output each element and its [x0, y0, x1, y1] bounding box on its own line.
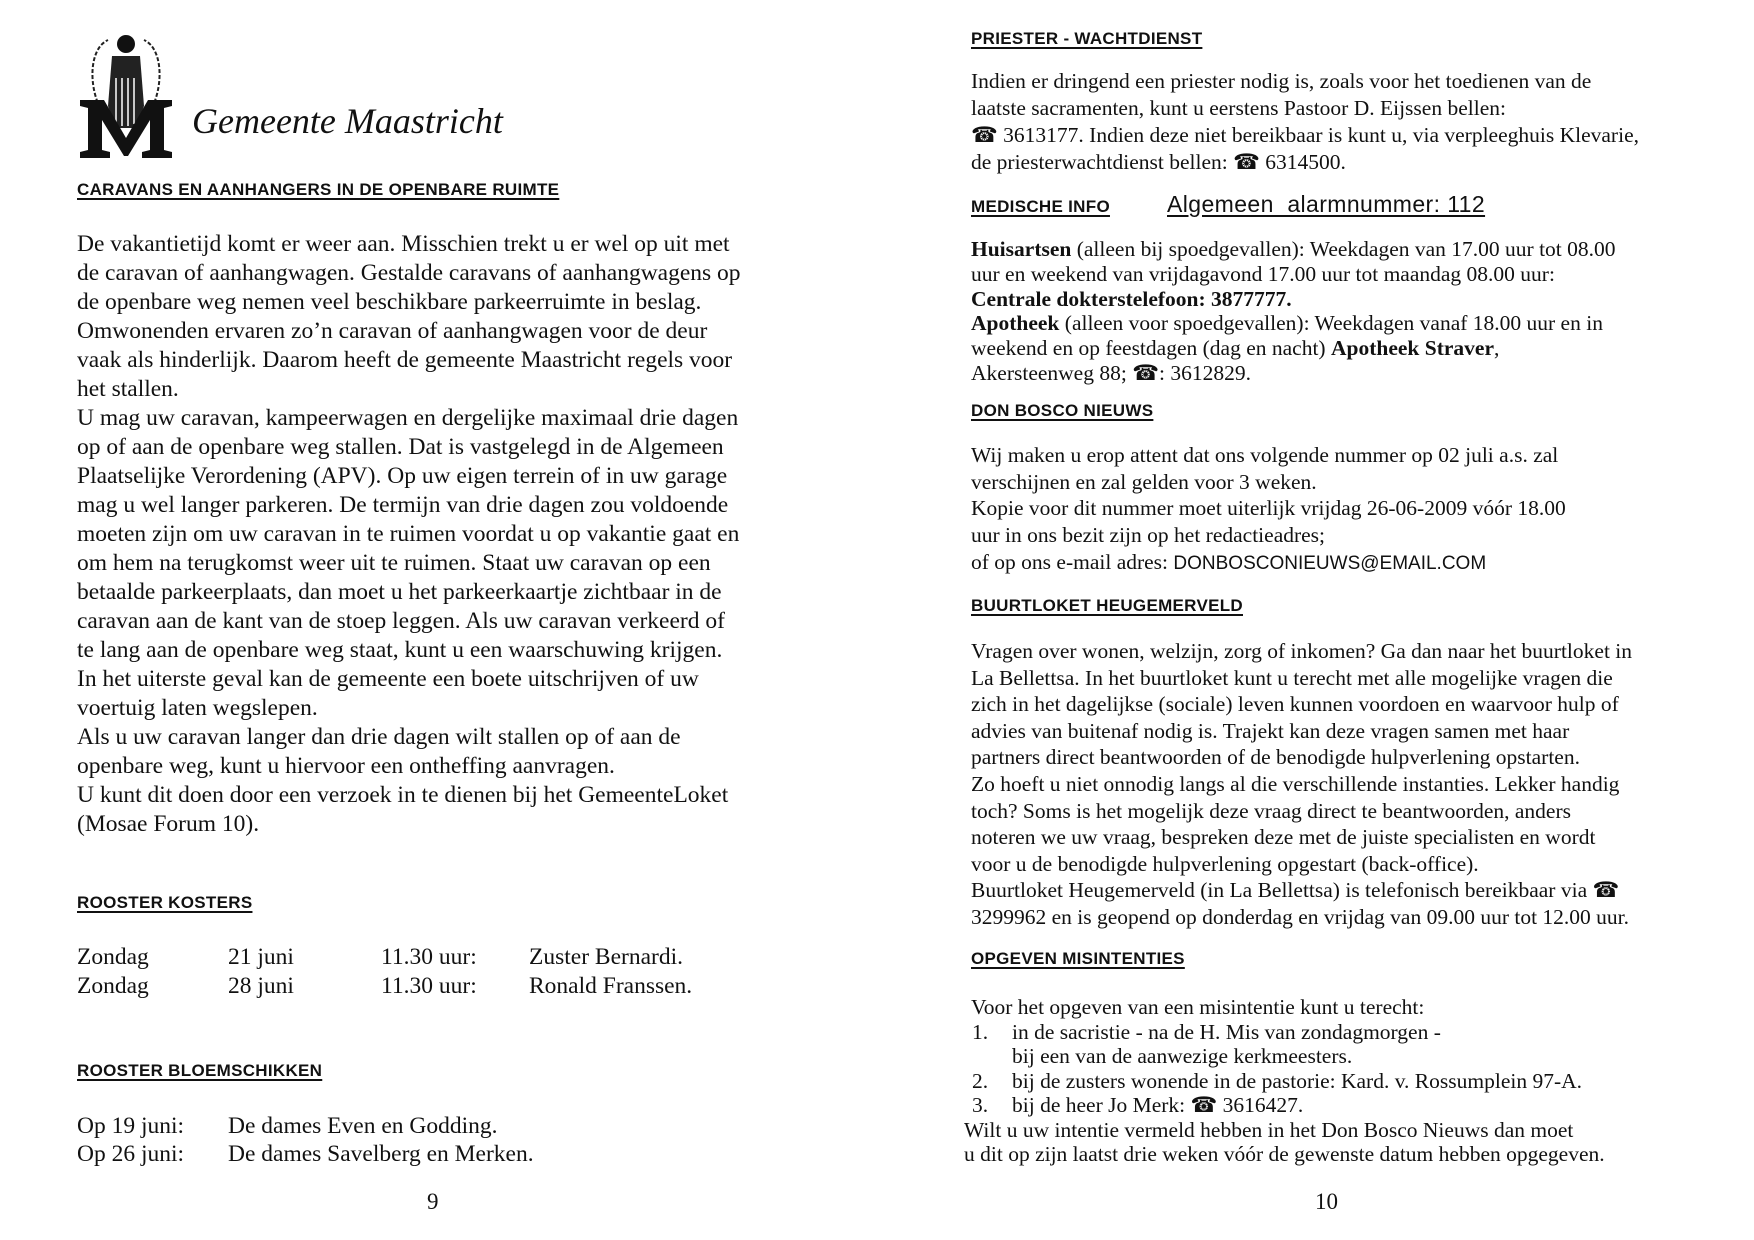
text-line: (Mosae Forum 10).: [77, 811, 260, 837]
text-line: op of aan de openbare weg stallen. Dat is vastgelegd in de Algemeen: [77, 434, 724, 460]
misintenties-body: [964, 995, 1724, 1167]
text-line: [971, 311, 1616, 336]
text-line: [971, 361, 1616, 386]
text-line: U kunt dit doen door een verzoek in te dienen bij het GemeenteLoket: [77, 782, 729, 808]
text-line: vaak als hinderlijk. Daarom heeft de gemeente Maastricht regels voor: [77, 347, 733, 373]
donbosco-body: [971, 442, 1566, 578]
text-line: caravan aan de kant van de stoep leggen. Als uw caravan verkeerd of: [77, 608, 725, 634]
heading-don-bosco-nieuws: DON BOSCO NIEUWS: [971, 401, 1154, 420]
text-line: zich in het dagelijkse (sociale) leven kunnen voordoen en waarvoor hulp of: [971, 692, 1619, 717]
alarm-number: Algemeen alarmnummer: 112: [1167, 191, 1486, 217]
buurtloket-body: [971, 638, 1632, 931]
text-line: Buurtloket Heugemerveld (in La Bellettsa) is telefonisch bereikbaar via ☎: [971, 878, 1620, 903]
text-line: De vakantietijd komt er weer aan. Misschien trekt u er wel op uit met: [77, 231, 730, 257]
email-address: DONBOSCONIEUWS@EMAIL.COM: [1173, 552, 1487, 574]
page-number-right: 10: [1315, 1189, 1338, 1214]
heading-priester: PRIESTER - WACHTDIENST: [971, 29, 1203, 48]
text-line: [971, 495, 1566, 522]
text-segment: Akersteenweg 88; ☎: 3612829.: [971, 360, 1251, 385]
text-line: In het uiterste geval kan de gemeente een boete uitschrijven of uw: [77, 666, 699, 692]
text-line: [971, 262, 1616, 287]
text-line: Als u uw caravan langer dan drie dagen wilt stallen op of aan de: [77, 724, 681, 750]
misintenties-outro: [964, 1118, 1724, 1167]
text-line: [971, 336, 1616, 361]
bold-text: Huisartsen: [971, 237, 1072, 261]
kosters-day: Zondag: [77, 973, 149, 999]
text-line: [971, 522, 1566, 549]
text-line: laatste sacramenten, kunt u eerstens Pastoor D. Eijssen bellen:: [971, 96, 1506, 120]
text-line: de openbare weg nemen veel beschikbare parkeerruimte in beslag.: [77, 289, 702, 315]
text-segment: Kopie voor dit nummer moet uiterlijk vrijdag 26-06-2009 vóór 18.00: [971, 496, 1566, 521]
text-segment: (alleen bij spoedgevallen): Weekdagen van 17.00 uur tot 08.00: [1071, 237, 1616, 261]
logo-text: Gemeente Maastricht: [192, 101, 503, 141]
kosters-time: 11.30 uur:: [381, 944, 477, 970]
kosters-name: Zuster Bernardi.: [529, 944, 684, 970]
text-line: openbare weg, kunt u hiervoor een ontheffing aanvragen.: [77, 753, 615, 779]
kosters-date: 21 juni: [228, 944, 294, 970]
text-line: Zo hoeft u niet onnodig langs al die verschillende instanties. Lekker handig: [971, 771, 1620, 796]
list-item-text: bij een van de aanwezige kerkmeesters.: [1012, 1044, 1353, 1068]
text-line: [971, 549, 1566, 578]
text-segment: verschijnen en zal gelden voor 3 weken.: [971, 469, 1317, 494]
text-line: [971, 287, 1616, 312]
list-item-line: [964, 1093, 1724, 1118]
kosters-time: 11.30 uur:: [381, 973, 477, 999]
text-segment: uur in ons bezit zijn op het redactieadres;: [971, 523, 1326, 548]
kosters-name: Ronald Franssen.: [529, 973, 693, 999]
text-segment: of op ons e-mail adres:: [971, 549, 1174, 574]
caravans-body: [77, 230, 741, 839]
bold-text: Centrale dokterstelefoon: 3877777.: [971, 286, 1292, 311]
list-number: 2.: [972, 1068, 989, 1093]
bold-text: Apotheek Straver: [1330, 336, 1494, 361]
heading-misintenties: OPGEVEN MISINTENTIES: [971, 949, 1185, 968]
logo: [78, 28, 174, 160]
misintenties-intro: Voor het opgeven van een misintentie kunt u terecht:: [971, 995, 1425, 1019]
bloemschikken-date: Op 19 juni:: [77, 1113, 185, 1139]
misintenties-list: [964, 1020, 1724, 1118]
heading-rooster-bloemschikken: ROOSTER BLOEMSCHIKKEN: [77, 1061, 323, 1080]
text-line: partners direct beantwoorden of de benodigde hulpverlening opstarten.: [971, 745, 1580, 770]
text-line: te lang aan de openbare weg staat, kunt u een waarschuwing krijgen.: [77, 637, 723, 663]
text-line: Omwonenden ervaren zo’n caravan of aanhangwagen voor de deur: [77, 318, 708, 344]
text-segment: (alleen voor spoedgevallen): Weekdagen vanaf 18.00 uur en in: [1059, 311, 1603, 336]
text-line: ☎ 3613177. Indien deze niet bereikbaar is kunt u, via verpleeghuis Klevarie,: [971, 123, 1639, 147]
priester-body: [971, 68, 1639, 176]
bloemschikken-names: De dames Savelberg en Merken.: [228, 1141, 534, 1167]
text-line: [971, 442, 1566, 469]
text-line: het stallen.: [77, 376, 179, 402]
text-line: om hem na terugkomst weer uit te ruimen. Staat uw caravan op een: [77, 550, 711, 576]
text-line: advies van buitenaf nodig is. Trajekt kan deze vragen samen met haar: [971, 718, 1570, 743]
bloemschikken-date: Op 26 juni:: [77, 1141, 185, 1167]
list-number: 3.: [972, 1093, 989, 1117]
text-line: La Bellettsa. In het buurtloket kunt u terecht met alle mogelijke vragen die: [971, 665, 1613, 690]
angel-m-logo-icon: [78, 28, 174, 160]
bold-text: Apotheek: [971, 311, 1060, 336]
text-line: [971, 237, 1616, 262]
text-line: moeten zijn om uw caravan in te ruimen voordat u op vakantie gaat en: [77, 521, 740, 547]
list-number: 1.: [972, 1019, 989, 1044]
kosters-day: Zondag: [77, 944, 149, 970]
page-number-left: 9: [427, 1189, 439, 1214]
list-item-text: bij de zusters wonende in de pastorie: Kard. v. Rossumplein 97-A.: [1012, 1068, 1583, 1093]
text-line: voertuig laten wegslepen.: [77, 695, 318, 721]
text-line: Indien er dringend een priester nodig is, zoals voor het toedienen van de: [971, 69, 1592, 93]
text-line: mag u wel langer parkeren. De termijn van drie dagen zou voldoende: [77, 492, 729, 518]
text-segment: uur en weekend van vrijdagavond 17.00 uur tot maandag 08.00 uur:: [971, 261, 1555, 286]
text-segment: Wij maken u erop attent dat ons volgende nummer op 02 juli a.s. zal: [971, 443, 1559, 467]
text-line: betaalde parkeerplaats, dan moet u het parkeerkaartje zichtbaar in de: [77, 579, 722, 605]
heading-rooster-kosters: ROOSTER KOSTERS: [77, 893, 253, 912]
text-line: voor u de benodigde hulpverlening opgestart (back-office).: [971, 851, 1479, 876]
list-item-line: [964, 1044, 1724, 1069]
text-line: Plaatselijke Verordening (APV). Op uw eigen terrein of in uw garage: [77, 463, 728, 489]
medisch-body: [971, 237, 1616, 386]
bloemschikken-names: De dames Even en Godding.: [228, 1113, 498, 1139]
list-item-line: [964, 1069, 1724, 1094]
text-segment: weekend en op feestdagen (dag en nacht): [971, 336, 1331, 361]
list-item-text: in de sacristie - na de H. Mis van zondagmorgen -: [1012, 1019, 1441, 1044]
text-line: de priesterwachtdienst bellen: ☎ 6314500.: [971, 150, 1346, 174]
text-line: [971, 469, 1566, 496]
text-line: 3299962 en is geopend op donderdag en vrijdag van 09.00 uur tot 12.00 uur.: [971, 904, 1630, 929]
heading-buurtloket: BUURTLOKET HEUGEMERVELD: [971, 596, 1243, 615]
heading-caravans: CARAVANS EN AANHANGERS IN DE OPENBARE RUIMTE: [77, 180, 560, 199]
text-line: noteren we uw vraag, bespreken deze met de juiste specialisten en wordt: [971, 825, 1596, 850]
text-line: Wilt u uw intentie vermeld hebben in het Don Bosco Nieuws dan moet: [964, 1117, 1574, 1142]
list-item-line: [964, 1020, 1724, 1045]
list-item-text: bij de heer Jo Merk: ☎ 3616427.: [1012, 1093, 1304, 1117]
text-segment: ,: [1493, 336, 1500, 361]
text-line: toch? Soms is het mogelijk deze vraag direct te beantwoorden, anders: [971, 798, 1572, 823]
text-line: U mag uw caravan, kampeerwagen en dergelijke maximaal drie dagen: [77, 405, 739, 431]
text-line: u dit op zijn laatst drie weken vóór de gewenste datum hebben opgegeven.: [964, 1142, 1605, 1166]
kosters-date: 28 juni: [228, 973, 294, 999]
text-line: de caravan of aanhangwagen. Gestalde caravans of aanhangwagens op: [77, 260, 741, 286]
heading-medische-info: MEDISCHE INFO: [971, 197, 1110, 216]
text-line: Vragen over wonen, welzijn, zorg of inkomen? Ga dan naar het buurtloket in: [971, 639, 1633, 663]
